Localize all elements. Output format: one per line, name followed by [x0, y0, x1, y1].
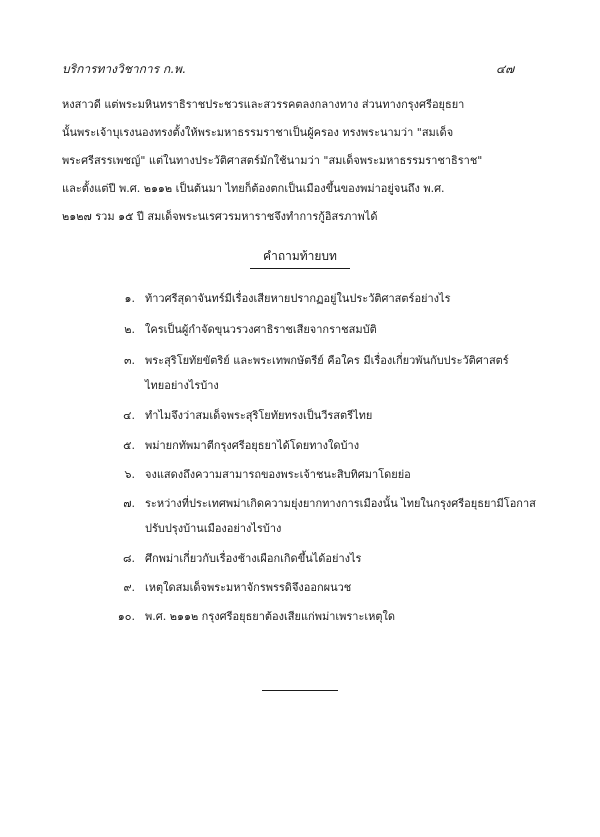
running-header: บริการทางวิชาการ ก.พ. [62, 62, 186, 76]
question-item [0, 607, 600, 631]
paragraph-line: พระศรีสรรเพชญ์" แต่ในทางประวัติศาสตร์มักใช้นามว่า "สมเด็จพระมหาธรรมราชาธิราช" [62, 154, 483, 167]
question-text: พระสุริโยทัยขัตริย์ และพระเทพกษัตรีย์ คือใคร มีเรื่องเกี่ยวพันกับประวัติศาสตร์ [145, 354, 509, 367]
paragraph-line: นั้นพระเจ้าบุเรงนองทรงตั้งให้พระมหาธรรมราชาเป็นผู้ครอง ทรงพระนามว่า "สมเด็จ [62, 126, 454, 139]
question-text-continued: ไทยอย่างไรบ้าง [145, 379, 219, 392]
paragraph-line: หงสาวดี แต่พระมหินทราธิราชประชวรและสวรรคตลงกลางทาง ส่วนทางกรุงศรีอยุธยา [62, 98, 465, 111]
question-item [0, 549, 600, 573]
question-item [0, 289, 600, 313]
paragraph-line: และตั้งแต่ปี พ.ศ. ๒๑๑๒ เป็นต้นมา ไทยก็ต้องตกเป็นเมืองขึ้นของพม่าอยู่จนถึง พ.ศ. [62, 182, 445, 195]
question-item [0, 436, 600, 460]
question-number: ๕. [123, 439, 135, 452]
question-number: ๔. [123, 409, 135, 422]
question-number: ๖. [124, 468, 135, 481]
question-number: ๓. [123, 354, 135, 367]
question-number: ๙. [123, 581, 135, 594]
question-number: ๗. [123, 497, 135, 510]
end-divider [262, 690, 338, 691]
question-text: ใครเป็นผู้กำจัดขุนวรวงศาธิราชเสียจากราชสมบัติ [145, 323, 377, 336]
question-item [0, 578, 600, 602]
question-item [0, 465, 600, 489]
question-number: ๑. [124, 292, 135, 305]
questions-title: คำถามท้ายบท [250, 247, 350, 269]
question-item [0, 351, 600, 375]
question-text: ทำไมจึงว่าสมเด็จพระสุริโยทัยทรงเป็นวีรสตรีไทย [145, 409, 373, 422]
question-text: เหตุใดสมเด็จพระมหาจักรพรรดิจึงออกผนวช [145, 581, 352, 594]
paragraph-line: ๒๑๒๗ รวม ๑๕ ปี สมเด็จพระนเรศวรมหาราชจึงทำการกู้อิสรภาพได้ [62, 210, 378, 223]
question-text: ศึกพม่าเกี่ยวกับเรื่องช้างเผือกเกิดขึ้นได้อย่างไร [145, 552, 362, 565]
question-text: จงแสดงถึงความสามารถของพระเจ้าชนะสิบทิศมาโดยย่อ [145, 468, 411, 481]
question-text: พ.ศ. ๒๑๑๒ กรุงศรีอยุธยาต้องเสียแก่พม่าเพราะเหตุใด [145, 610, 396, 623]
question-item [0, 320, 600, 344]
question-item [0, 406, 600, 430]
question-number: ๒. [124, 323, 135, 336]
question-number: ๑๐. [117, 610, 135, 623]
question-text: ระหว่างที่ประเทศพม่าเกิดความยุ่งยากทางการเมืองนั้น ไทยในกรุงศรีอยุธยามีโอกาส [145, 497, 536, 510]
question-number: ๘. [123, 552, 135, 565]
question-text-continued: ปรับปรุงบ้านเมืองอย่างไรบ้าง [145, 522, 282, 535]
question-text: ท้าวศรีสุดาจันทร์มีเรื่องเสียหายปรากฏอยู่ในประวัติศาสตร์อย่างไร [145, 292, 451, 305]
page-number: ๔๗ [496, 62, 515, 76]
question-text: พม่ายกทัพมาตีกรุงศรีอยุธยาได้โดยทางใดบ้าง [145, 439, 360, 452]
question-item [0, 494, 600, 518]
